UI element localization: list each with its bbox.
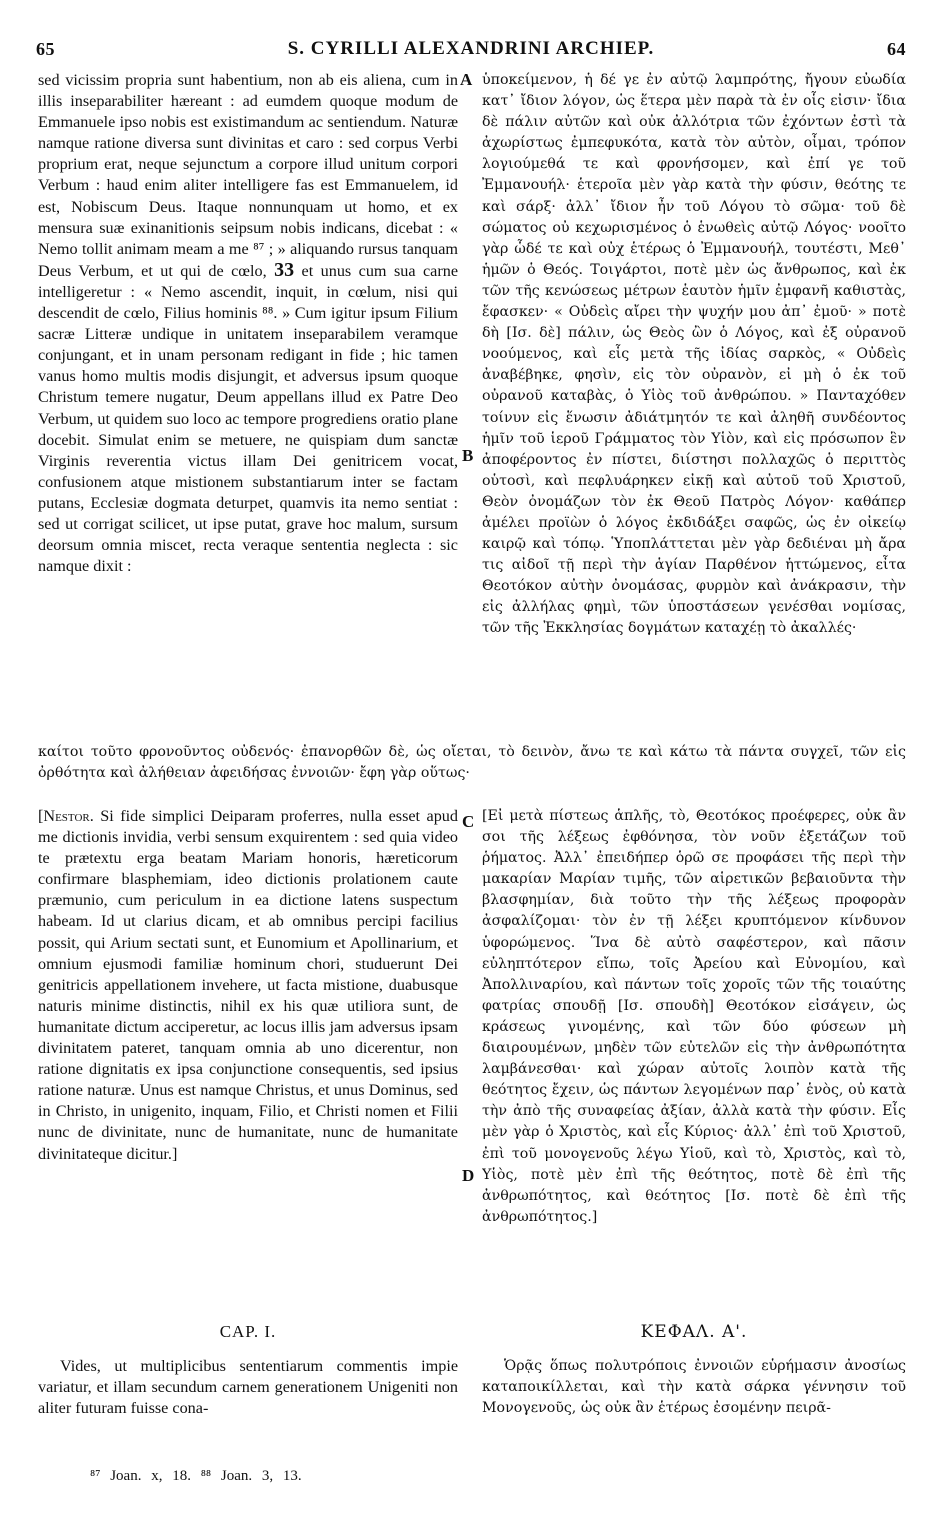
greek-column-mid [482,806,906,1310]
margin-letter-b: B [462,446,474,465]
speaker-label: Nestor. [43,807,94,825]
greek-text-full: καίτοι τοῦτο φρονοῦντος οὐδενός· ἐπανορθῶν δὲ, ὡς οἴεται, τὸ δεινὸν, ἄνω τε καὶ κάτω τὰ πάντα συγχεῖ, τῶν εἰς ὀρθότητα καὶ ἀλήθειαν ἀφειδήσας ἐννοιῶν· ἔφη γὰρ οὕτως· [38,744,906,781]
page-header [36,36,906,62]
greek-column-end [482,1356,906,1422]
greek-full-width [38,742,906,786]
margin-letter-a: A [460,70,473,89]
running-title: S. CYRILLI ALEXANDRINI ARCHIEP. [287,38,655,59]
greek-text-end: Ὁρᾷς ὅπως πολυτρόποις ἐννοιῶν εὑρήμασιν ἀνοσίως καταποικίλλεται, καὶ τὴν κατὰ σάρκα γέννησιν τοῦ Μονογενοῦς, ὡς οὐκ ἂν ἑτέρως ἐσομένην πειρᾶ- [482,1358,906,1417]
latin-text-end: Vides, ut multiplicibus sententiarum commentis impie variatur, et illam secundum carnem generationem Unigeniti non aliter futuram fuisse cona- [38,1357,458,1418]
greek-text-top: ὑποκείμενον, ἡ δέ γε ἐν αὐτῷ λαμπρότης, ἤγουν εὐωδία κατ᾽ ἴδιον λόγον, ὡς ἕτερα μὲν παρὰ τὰ ἐν οἷς εἰσιν· ἴδια δὲ πάλιν αὐτῶν καὶ οὐκ ἀλλότρια τῶν ἐχόντων ἐστὶ τὰ ἀχωρίστως ἐμπεφυκότα, κατὰ τὸν αὐτὸν, οἶμαι, τρόπον λογιούμεθά τε καὶ φρονήσομεν, καὶ ἐπί γε τοῦ Ἐμμανουήλ· ἑτεροῖα μὲν γὰρ κατὰ τὴν φύσιν, θεότης τε καὶ σάρξ· ἀλλ᾽ ἴδιον ἦν τοῦ Λόγου τὸ σῶμα· τοῦ δὲ σώματος οὐ κεχωρισμένος ὁ ἑνωθεὶς αὐτῷ Λόγος· νοοῖτο γὰρ ὧδέ τε καὶ οὐχ ἑτέρως ὁ Ἐμμανουήλ, τουτέστι, Μεθ᾽ ἡμῶν ὁ Θεός. Τοιγάρτοι, ποτὲ μὲν ὡς ἄνθρωπος, καὶ ἐκ τῶν τῆς κενώσεως μέτρων ἑαυτὸν ἡμῖν ἐμφανῆ καθιστὰς, ἔφασκεν· « Οὐδεὶς αἴρει τὴν ψυχήν μου ἀπ᾽ ἐμοῦ· » ποτὲ δὴ [Ισ. δὲ] πάλιν, ὡς Θεὸς ὢν ὁ Λόγος, καὶ ἐξ οὐρανοῦ νοούμενος, καὶ εἷς μετὰ τῆς ἰδίας σαρκὸς, « Οὐδεὶς ἀναβέβηκε, φησὶν, εἰς τὸν οὐρανὸν, εἰ μὴ ὁ ἐκ τοῦ οὐρανοῦ καταβὰς, ὁ Υἱὸς τοῦ ἀνθρώπου. » Πανταχόθεν τοίνυν εἰς ἕνωσιν ἀδιάτμητόν τε καὶ ἀληθῆ συνδέοντος ἡμῖν τοῦ ἱεροῦ Γράμματος τὸν Υἱὸν, καὶ εἰς πρόσωπον ἓν ἀποφέροντος ἐν πίστει, διίστησι πολλαχῶς ὁ περιττὸς οὑτοσὶ, καὶ πεφλυάρηκεν εἰκῇ καὶ αὐτοῦ τοῦ Χριστοῦ, Θεὸν ὀνομάζων τὸν ἐκ Θεοῦ Πατρὸς Λόγον· καθάπερ ἀμέλει προϊὼν ὁ λόγος ἐκδιδάξει σαφῶς, ὡς ἐν οἰκείῳ καιρῷ καὶ τόπῳ. Ὑποπλάττεται μὲν γὰρ δεδιέναι μὴ ἄρα τις αἰδοῖ τῇ περὶ τὴν ἁγίαν Παρθένον ἡττώμενος, εἶτα Θεοτόκον αὐτὴν ὀνομάσας, φυρμὸν καὶ ἀνάκρασιν, τὴν εἰς ἀλλήλας φημὶ, τῶν ὑποστάσεων γενέσθαι νομίσας, τῶν τῆς Ἐκκλησίας δογμάτων καταχέῃ τὸ ἀκαλλές· [482,72,906,637]
latin-column-end [38,1356,458,1422]
greek-text-mid: [Εἰ μετὰ πίστεως ἁπλῆς, τὸ, Θεοτόκος προέφερες, οὐκ ἂν σοι τῆς λέξεως ἐφθόνησα, τὸν νοῦν ἐξετάζων τοῦ ῥήματος. Ἀλλ᾽ ἐπειδήπερ ὁρῶ σε προφάσει τῆς περὶ τὴν μακαρίαν Μαρίαν τιμῆς, τῶν αἱρετικῶν βεβαιοῦντα τὴν βλασφημίαν, διὰ τοῦτο τὴν τῆς λέξεως προφορὰν ἀσφαλίζομαι· τὸν ἐν τῇ λέξει κρυπτόμενον κίνδυνον ὑφορώμενος. Ἵνα δὲ αὐτὸ σαφέστερον, καὶ πᾶσιν εὐληπτότερον εἴπω, τοῖς Ἀρείου καὶ Εὐνομίου, καὶ Ἀπολλιναρίου, καὶ πάντων τοῖς χοροῖς τῶν τῆς τοιαύτης φατρίας σπουδῇ [Ισ. σπουδὴ] Θεοτόκον εἰσάγειν, ὡς κράσεως γινομένης, καὶ τῶν δύο φύσεων μὴ διαιρουμένων, μηδὲν τῶν εὐτελῶν εἰς τὴν ἀνθρωπότητα λαμβάνεσθαι· καὶ χώραν αὐτοῖς λοιπὸν κατὰ τῆς θεότητος ἔχειν, ὡς πάντων λεγομένων παρ᾽ ἑνὸς, οὐ κατὰ τὴν ἀπὸ τῆς συναφείας ἀξίαν, ἀλλὰ κατὰ τὴν φύσιν. Εἷς μὲν γὰρ ὁ Χριστὸς, καὶ εἷς Κύριος· ἀλλ᾽ ἐπὶ τοῦ Χριστοῦ, ἐπὶ τοῦ μονογενοῦς λέγω Υἱοῦ, καὶ τὸ, Χριστὸς, καὶ τὸ, Υἱὸς, ποτὲ μὲν ἐπὶ τῆς θεότητος, ποτὲ δὲ ἐπὶ τῆς ἀνθρωπότητος, καὶ θεότητος [Ισ. ποτὲ δὲ ἐπὶ τῆς ἀνθρωπότητος.] [482,808,906,1225]
latin-text-top: sed vicissim propria sunt habentium, non ab eis aliena, cum in illis inseparabiliter hæreant : ad eumdem quoque modum de Emmanuele ipso nobis est existimandum ac sentiendum. Naturæ namque ratione diversa sunt divinitas et caro : sed corpus Verbi proprium erat, neque sejunctum a corpore illud unitum corpori Verbum : haud enim aliter intelligere fas est Emmanuelem, id est, Nobiscum Deus. Itaque nonnunquam ut homo, et ex mensura suæ exinanitionis seipsum nobis indicans, dicebat : « Nemo tollit animam meam a me ⁸⁷ ; » aliquando rursus tanquam Deus Verbum, et ut qui de cœlo, [38,71,458,280]
chapter-heading-latin: CAP. I. [219,1322,277,1341]
margin-letter-d: D [462,1166,475,1185]
latin-text-top-rest: et unus cum sua carne intelligeretur : « Nemo ascendit, inquit, in cœlum, nisi qui descendit de cœlo, Filius hominis ⁸⁸. » Cum igitur ipsum Filium sacræ Litteræ undique in unitatem inseparabilem veramque conjungant, et in unam personam redigant in fide ; hic tamen vanus homo multis modis disjungit, et adversus ipsum quoque Christum temere nugatur, Deum appellans illud ex Patre Deo Verbum, ut quidem suo loco ac tempore progrediens oratio plane docebit. Simulat enim se metuere, ne quispiam dum sanctæ Virginis reverentia victus illam Dei genitricem vocat, confusionem atque mistionem substantiarum inter se factam putans, Ecclesiæ dogmata deturpet, quamvis ita nemo sentiat : sed ut corrigat scilicet, ut ipse putat, grave hoc malum, sursum deorsum omnia miscet, recta veraque sententia neglecta : sic namque dixit : [38,261,458,576]
footnotes: ⁸⁷ Joan. x, 18. ⁸⁸ Joan. 3, 13. [90,1468,302,1484]
page-number-right: 64 [886,38,906,59]
page-number-left: 65 [36,38,55,59]
latin-column-top [38,70,458,742]
margin-letter-c: C [462,812,475,831]
greek-column-top [482,70,906,742]
chapter-heading-greek: ΚΕΦΑΛ. Α'. [640,1322,748,1342]
column-number: 33 [274,258,295,281]
latin-text-mid: Si fide simplici Deiparam proferres, nulla esset apud me dictionis invidia, verbi sensum exquirentem : sed quia video te prætextu erga beatam Mariam honoris, hæreticorum confirmare blasphemiam, ideo dictionis prolationem caute præmunio, cum periculum in ea dictione latens suspectum habeam. Id ut clarius dicam, et ab omnibus percipi facilius possit, qui Arium sectati sunt, et Eunomium et Apollinarium, et omnium ejusmodi familiæ hominum chori, studuerunt Dei genitricis appellationem invehere, ut facta mistione, duabusque naturis minime distinctis, nihil ex his quæ utiliora sunt, de humanitate dictum acciperetur, ac locus illis jam adversus ipsam divinitatem pateret, tanquam omnia ab uno dicerentur, non ratione dignitatis ex ipsa conjunctione consequentis, sed ipsius ratione naturæ. Unus est namque Christus, et unus Dominus, sed in Christo, in unigenito, inquam, Filio, et Christi nomen et Filii nunc de divinitate, nunc de humanitate, nunc de humanitate divinitateque dicitur.] [38,807,458,1163]
latin-column-mid: [Nestor. Si fide simplici Deiparam proferres, nulla esset apud me dictionis invidia, verbi sensum exquirentem : sed quia video te prætextu erga beatam Mariam honoris, hæreticorum confirmare blasphemiam, ideo dictionis prolationem caute præmunio, cum periculum in ea dictione latens suspectum habeam. Id ut clarius dicam, et ab omnibus percipi facilius possit, qui Arium sectati sunt, et Eunomium et Apollinarium, et omnium ejusmodi familiæ hominum chori, studuerunt Dei genitricis appellationem invehere, ut facta mistione, duabusque naturis minime distinctis, nihil ex his quæ utiliora sunt, de humanitate dictum acciperetur, ac locus illis jam adversus ipsam divinitatem pateret, tanquam omnia ab uno dicerentur, non ratione dignitatis ex ipsa conjunctione consequentis, sed ipsius ratione naturæ. Unus est namque Christus, et unus Dominus, sed in Christo, in unigenito, inquam, Filio, et Christi nomen et Filii nunc de divinitate, nunc de humanitate, nunc de humanitate divinitateque dicitur.] [38,807,458,1163]
